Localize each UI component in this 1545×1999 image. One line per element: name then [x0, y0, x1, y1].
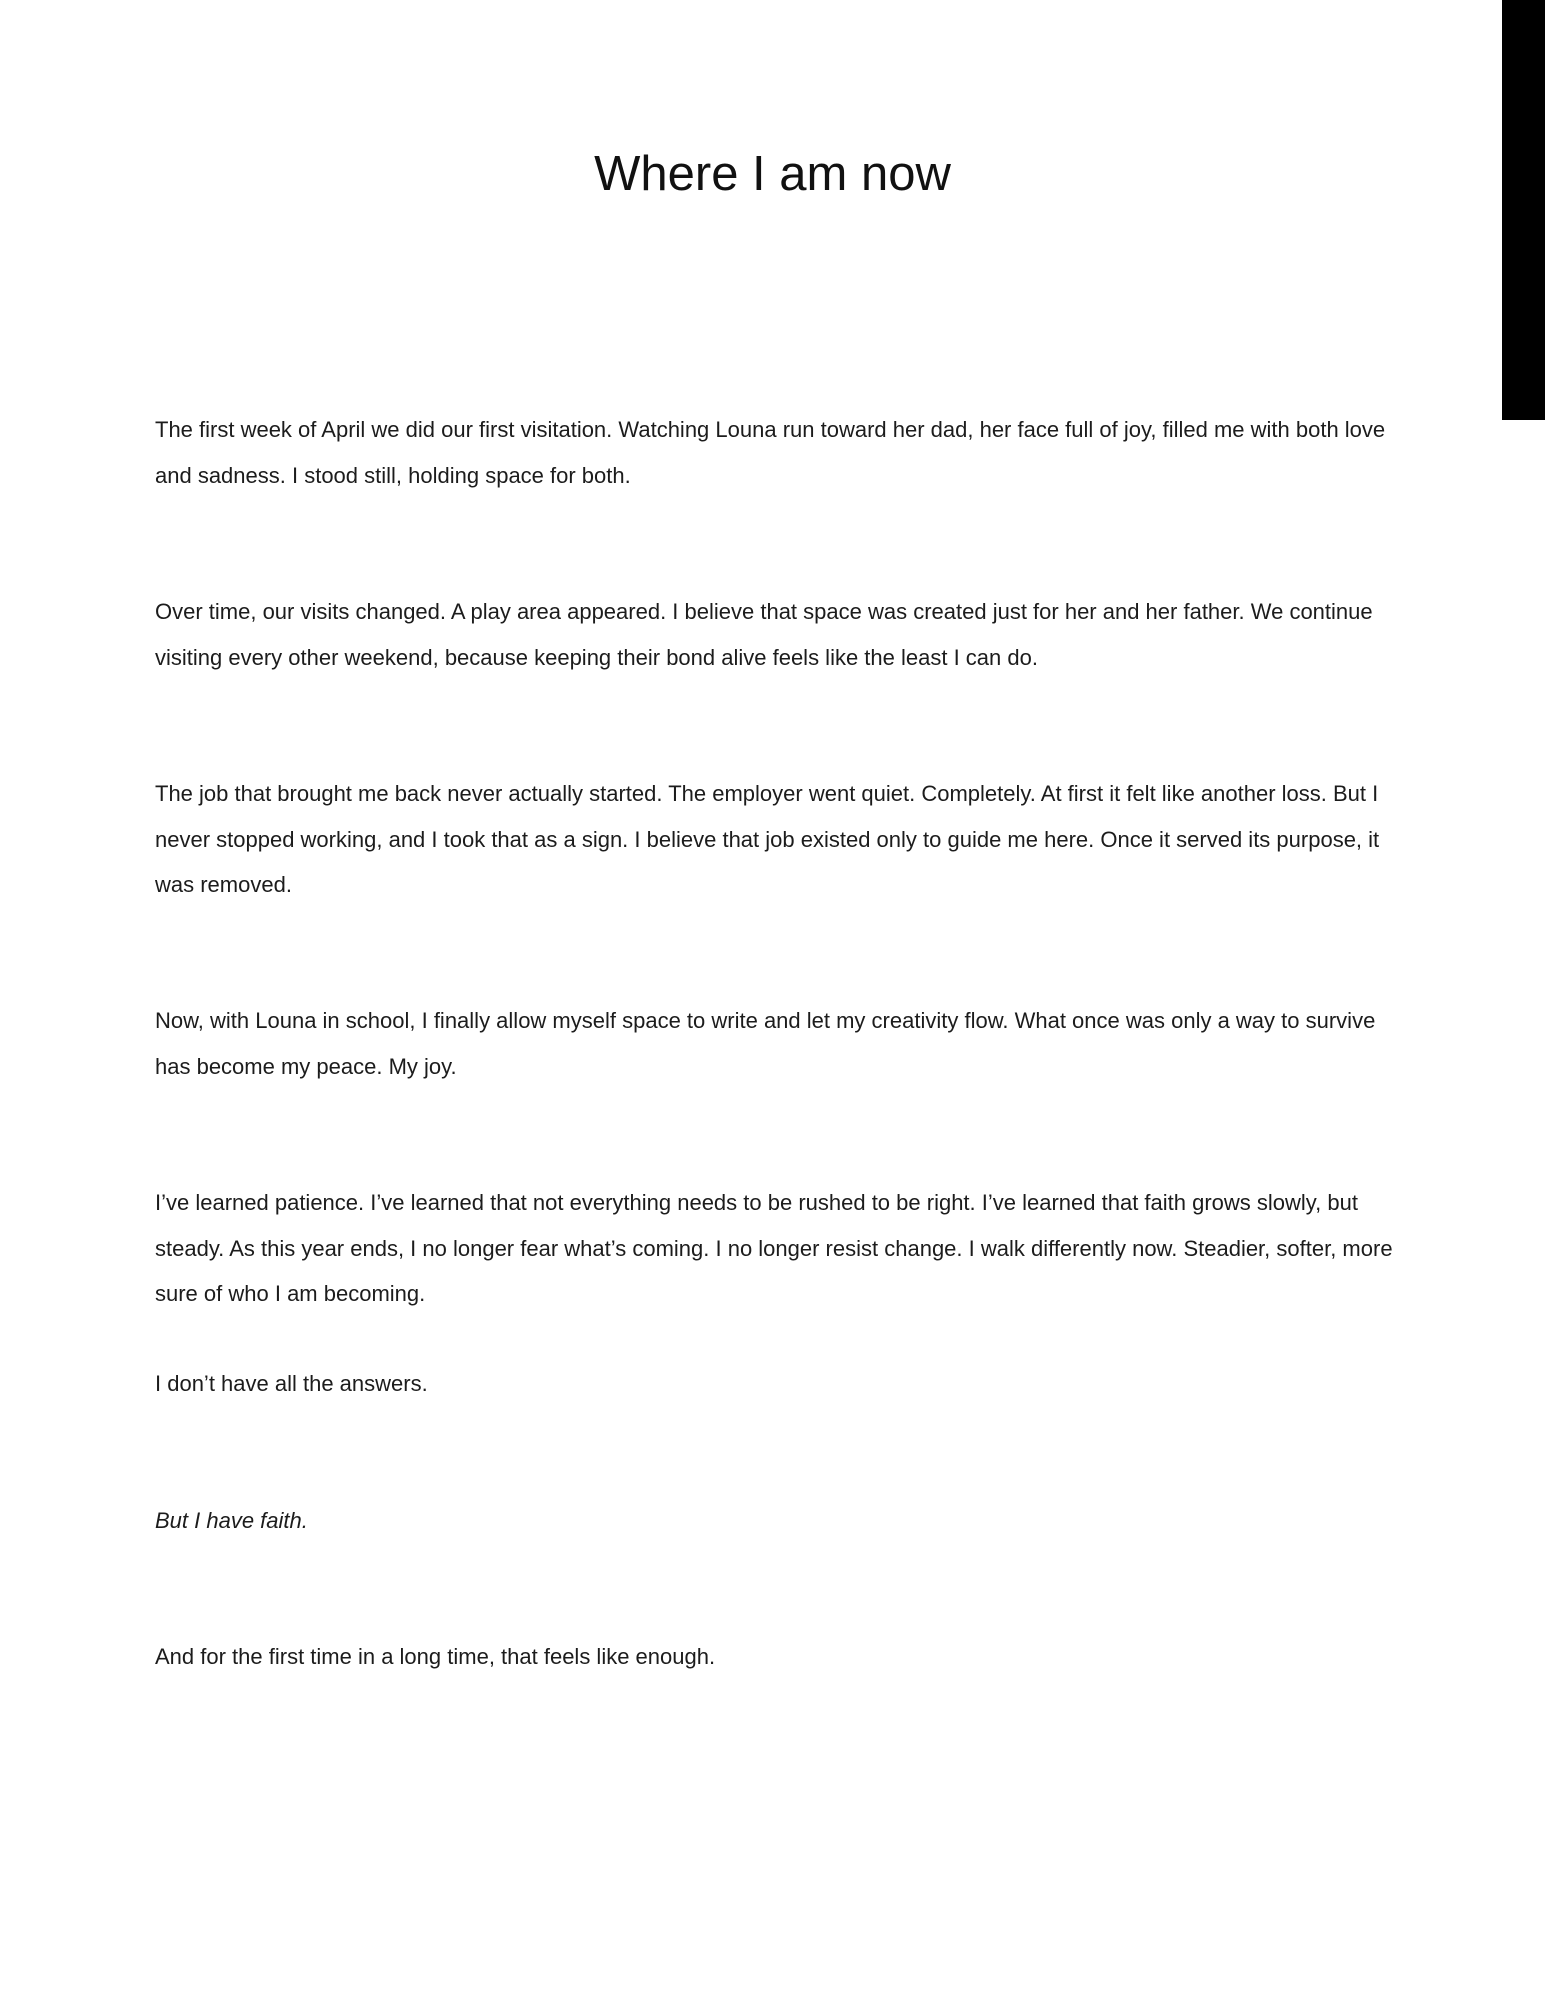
paragraph-patience: I’ve learned patience. I’ve learned that not everything needs to be rushed to be right. I’ve learned that faith grows slowly, but steady. As this year ends, I no longer fear what’s coming. I no longer resist change. I walk differently now. Steadier, softer, more sure of who I am becoming.	[155, 1190, 1393, 1306]
page-edge-bar	[1502, 0, 1545, 420]
paragraph-faith: But I have faith.	[155, 1508, 308, 1533]
paragraph-creativity: Now, with Louna in school, I finally allow myself space to write and let my creativity flow. What once was only a way to survive has become my peace. My joy.	[155, 1008, 1376, 1079]
paragraph-first-visitation: The first week of April we did our first visitation. Watching Louna run toward her dad, her face full of joy, filled me with both love and sadness. I stood still, holding space for both.	[155, 417, 1386, 488]
page-title: Where I am now	[594, 147, 951, 201]
paragraph-visits-changed: Over time, our visits changed. A play area appeared. I believe that space was created just for her and her father. We continue visiting every other weekend, because keeping their bond alive feels like the least I can do.	[155, 599, 1373, 670]
paragraph-answers: I don’t have all the answers.	[155, 1371, 428, 1396]
paragraph-job: The job that brought me back never actually started. The employer went quiet. Completely. At first it felt like another loss. But I never stopped working, and I took that as a sign. I believe that job existed only to guide me here. Once it served its purpose, it was removed.	[155, 781, 1380, 897]
paragraph-enough: And for the first time in a long time, that feels like enough.	[155, 1644, 716, 1669]
